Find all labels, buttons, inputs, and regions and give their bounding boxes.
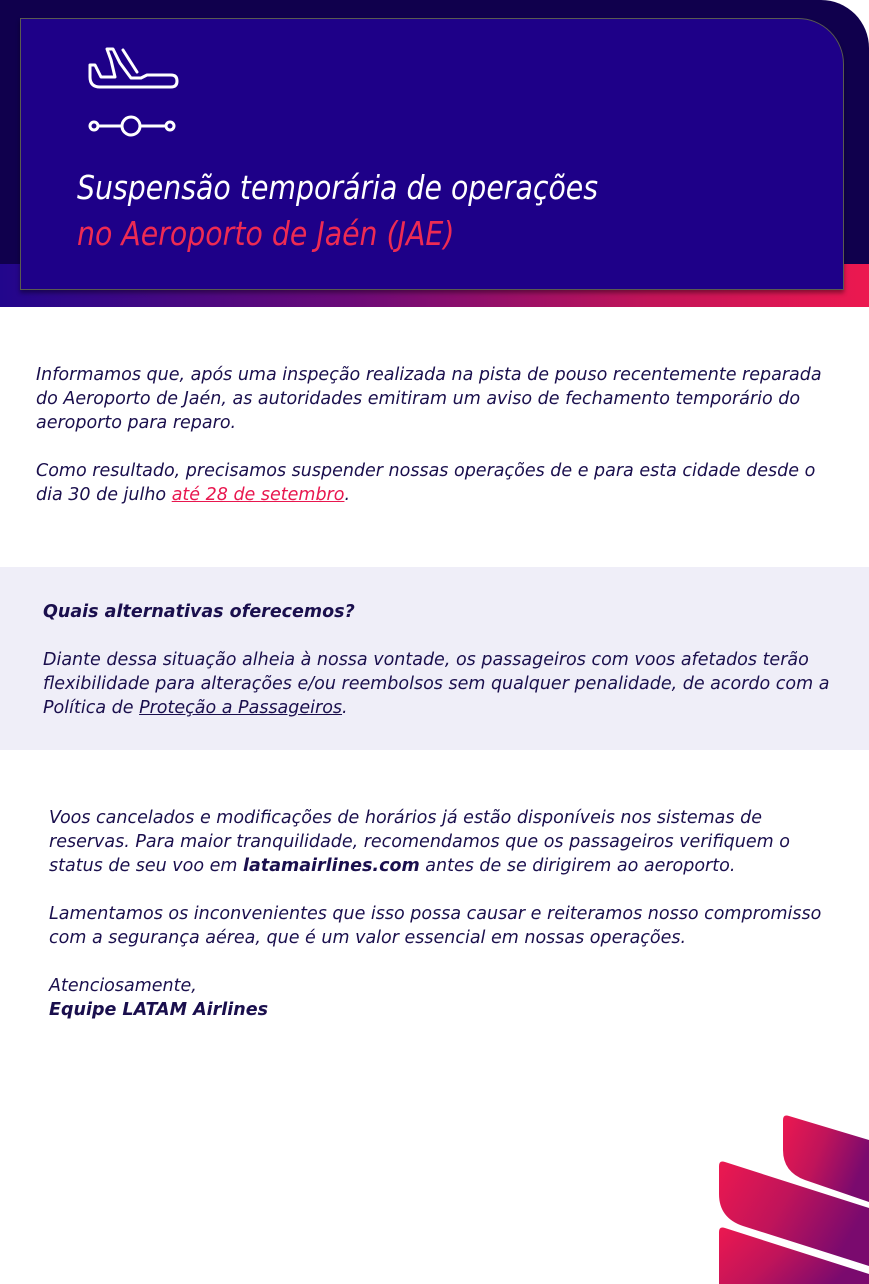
latam-logo-icon [719,1114,869,1284]
alternatives-heading: Quais alternativas oferecemos? [43,602,355,622]
route-icon [90,117,174,135]
page-title: Suspensão temporária de operações no Aeroporto de Jaén (JAE) [77,168,599,253]
protection-policy-link[interactable]: Proteção a Passageiros [139,698,343,718]
closing-text: Voos cancelados e modificações de horários já estão disponíveis nos sistemas de reservas. Para maior tranquilidade, recomendamos que os passageiros verifiquem o status de seu voo em latamairlines.com antes de se dirigirem ao aeroporto. Lamentamos os inconvenientes que isso possa causar e reiteramos nosso compromisso com a segurança aérea, que é um valor essencial em nossas operações. Atenciosamente, Equipe LATAM Airlines [49,806,839,1022]
date-link[interactable]: até 28 de setembro [171,485,345,505]
alternatives-text: Quais alternativas oferecemos? Diante dessa situação alheia à nossa vontade, os passageiros com voos afetados terão flexibilidade para alterações e/ou reembolsos sem qualquer penalidade, de acordo com a Política de Proteção a Passageiros. [43,600,848,744]
website-link[interactable]: latamairlines.com [243,856,420,876]
header-card [20,18,844,290]
plane-landing-icon [87,47,187,137]
intro-text: Informamos que, após uma inspeção realizada na pista de pouso recentemente reparada do Aeroporto de Jaén, as autoridades emitiram um aviso de fechamento temporário do aeroporto para reparo. Como resultado, precisamos suspender nossas operações de e para esta cidade desde o dia 30 de julho até 28 de setembro. [36,365,822,505]
signature: Equipe LATAM Airlines [49,1000,268,1020]
